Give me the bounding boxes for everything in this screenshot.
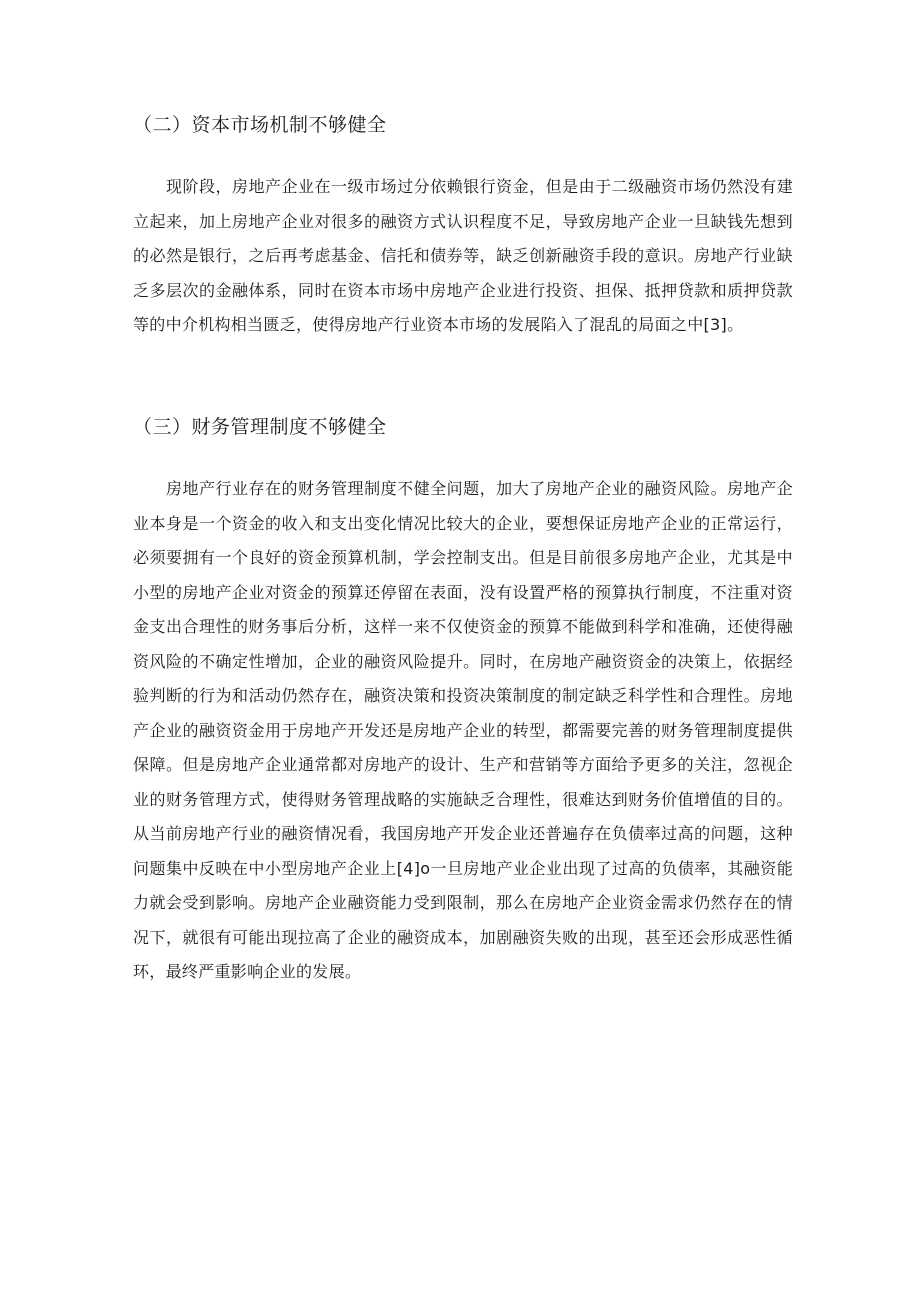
- paragraph-financial-management: 房地产行业存在的财务管理制度不健全问题，加大了房地产企业的融资风险。房地产企业本身是一个资金的收入和支出变化情况比较大的企业，要想保证房地产企业的正常运行，必须要拥有一个良好的资金预算机制，学会控制支出。但是目前很多房地产企业，尤其是中小型的房地产企业对资金的预算还停留在表面，没有设置严格的预算执行制度，不注重对资金支出合理性的财务事后分析，这样一来不仅使资金的预算不能做到科学和准确，还使得融资风险的不确定性增加，企业的融资风险提升。同时，在房地产融资资金的决策上，依据经验判断的行为和活动仍然存在，融资决策和投资决策制度的制定缺乏科学性和合理性。房地产企业的融资资金用于房地产开发还是房地产企业的转型，都需要完善的财务管理制度提供保障。但是房地产企业通常都对房地产的设计、生产和营销等方面给予更多的关注，忽视企业的财务管理方式，使得财务管理战略的实施缺乏合理性，很难达到财务价值增值的目的。从当前房地产行业的融资情况看，我国房地产开发企业还普遍存在负债率过高的问题，这种问题集中反映在中小型房地产企业上[4]o一旦房地产业企业出现了过高的负债率，其融资能力就会受到影响。房地产企业融资能力受到限制，那么在房地产企业资金需求仍然存在的情况下，就很有可能出现拉高了企业的融资成本，加剧融资失败的出现，甚至还会形成恶性循环，最终严重影响企业的发展。: [133, 479, 793, 981]
- section-heading-financial-management: （三）财务管理制度不够健全: [133, 416, 387, 438]
- section-heading-capital-market: （二）资本市场机制不够健全: [133, 114, 387, 136]
- paragraph-capital-market: 现阶段，房地产企业在一级市场过分依赖银行资金，但是由于二级融资市场仍然没有建立起来，加上房地产企业对很多的融资方式认识程度不足，导致房地产企业一旦缺钱先想到的必然是银行，之后再考虑基金、信托和债券等，缺乏创新融资手段的意识。房地产行业缺乏多层次的金融体系，同时在资本市场中房地产企业进行投资、担保、抵押贷款和质押贷款等的中介机构相当匮乏，使得房地产行业资本市场的发展陷入了混乱的局面之中[3]。: [133, 177, 793, 334]
